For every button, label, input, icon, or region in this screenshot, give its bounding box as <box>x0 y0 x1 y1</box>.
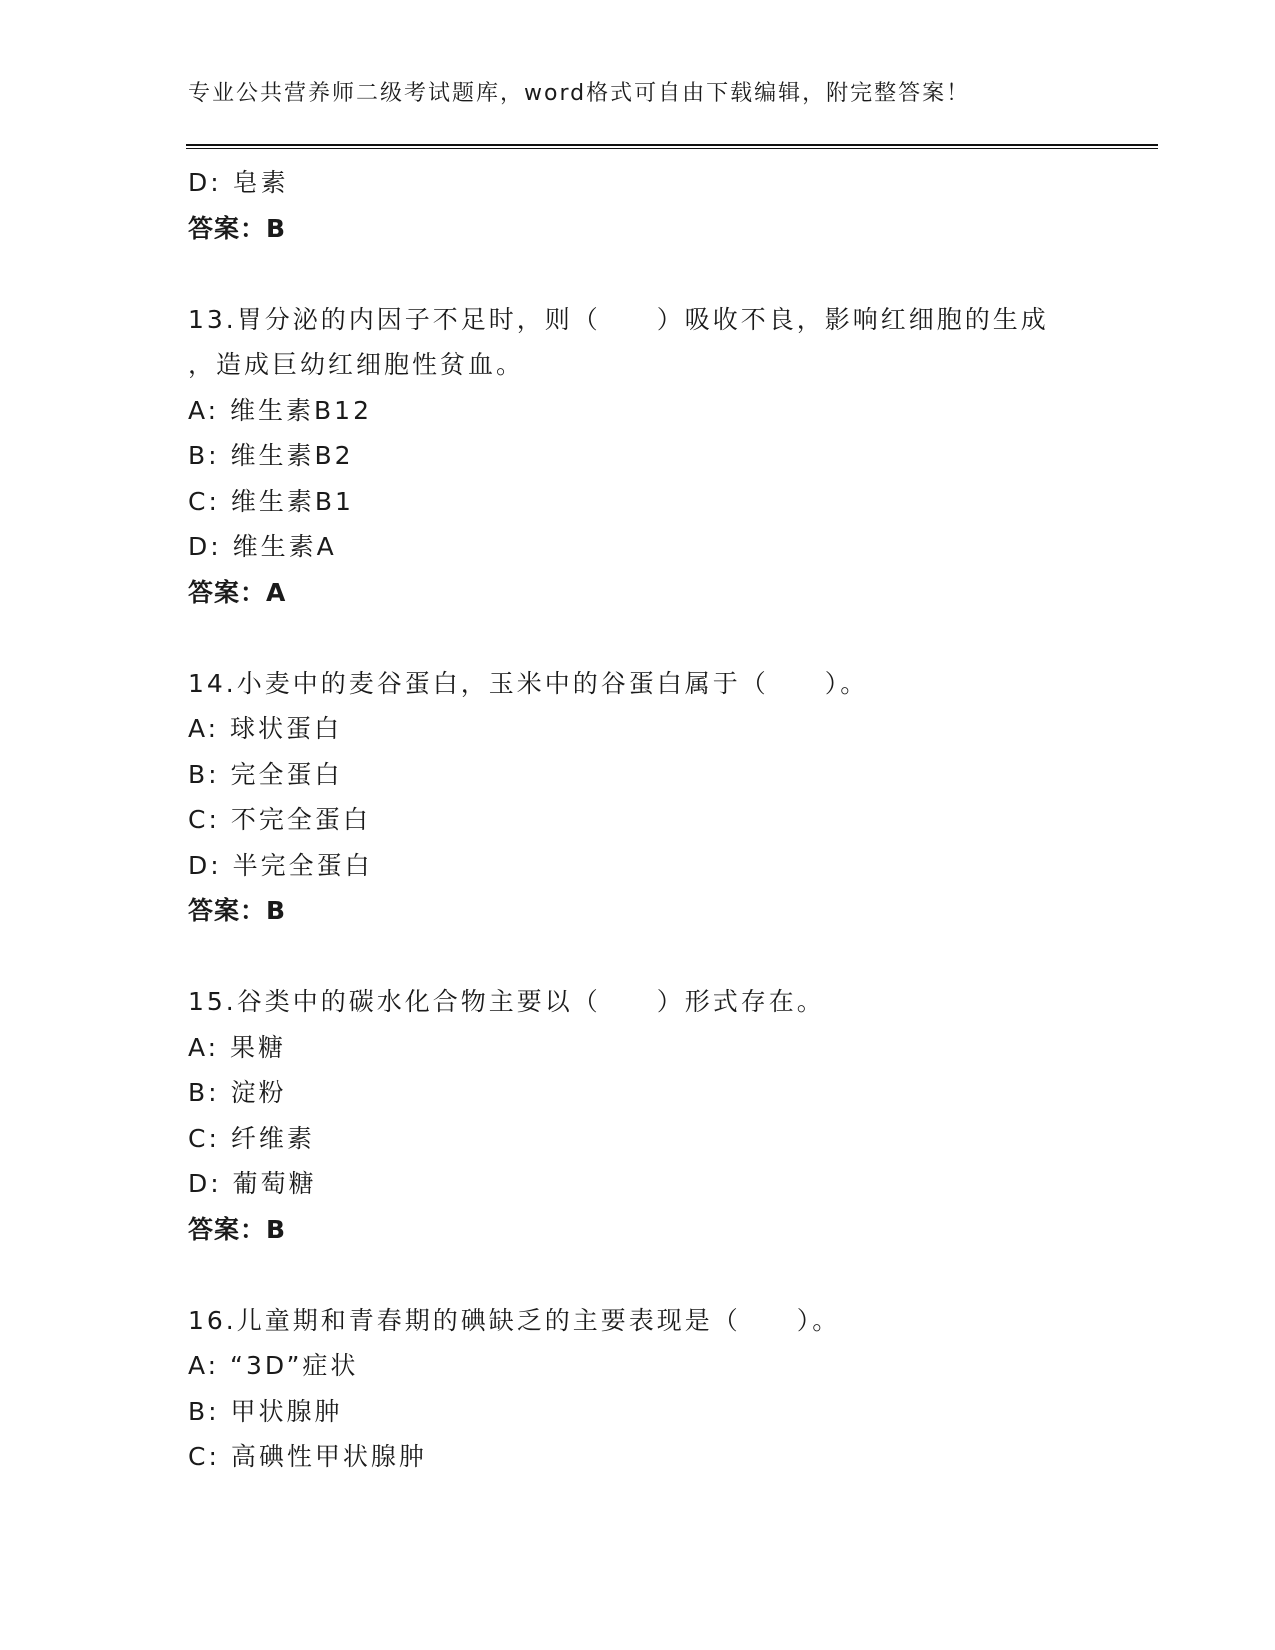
option-c: C: 纤维素 <box>188 1123 315 1153</box>
question-content <box>188 160 1128 1480</box>
question-14 <box>188 661 1128 934</box>
option-b: B: 淀粉 <box>188 1078 287 1107</box>
option-d: D: 维生素A <box>188 532 337 561</box>
question-15 <box>188 979 1128 1252</box>
question-stem: 14.小麦中的麦谷蛋白，玉米中的谷蛋白属于（ ）。 <box>188 668 869 698</box>
answer: 答案：A <box>188 577 287 607</box>
option-a: A: “3D”症状 <box>188 1351 359 1380</box>
option-c: C: 维生素B1 <box>188 486 354 516</box>
option-b: B: 完全蛋白 <box>188 759 343 789</box>
option-c: C: 高碘性甲状腺肿 <box>188 1442 427 1471</box>
option-c: C: 不完全蛋白 <box>188 805 371 834</box>
option-b: B: 维生素B2 <box>188 441 354 470</box>
answer: 答案：B <box>188 1214 287 1244</box>
answer: 答案：B <box>188 896 287 925</box>
spacer <box>188 615 1128 661</box>
option-a: A: 果糖 <box>188 1032 287 1062</box>
question-stem: 13.胃分泌的内因子不足时，则（ ）吸收不良，影响红细胞的生成 <box>188 304 1049 334</box>
spacer <box>188 934 1128 980</box>
question-16 <box>188 1298 1128 1480</box>
option-d: D: 半完全蛋白 <box>188 850 373 880</box>
spacer <box>188 251 1128 297</box>
option-a: A: 球状蛋白 <box>188 714 343 743</box>
question-stem-continued: ，造成巨幼红细胞性贫血。 <box>188 350 525 379</box>
question-stem: 15.谷类中的碳水化合物主要以（ ）形式存在。 <box>188 987 825 1016</box>
option-a: A: 维生素B12 <box>188 395 372 425</box>
option-d: D: 皂素 <box>188 168 289 197</box>
question-13 <box>188 297 1128 616</box>
previous-question-tail <box>188 160 1128 251</box>
answer: 答案：B <box>188 213 287 243</box>
page-header: 专业公共营养师二级考试题库，word格式可自由下载编辑，附完整答案！ <box>188 81 971 106</box>
option-d: D: 葡萄糖 <box>188 1169 317 1198</box>
question-stem: 16.儿童期和青春期的碘缺乏的主要表现是（ ）。 <box>188 1305 841 1335</box>
header-divider <box>186 144 1158 149</box>
spacer <box>188 1252 1128 1298</box>
option-b: B: 甲状腺肿 <box>188 1396 343 1426</box>
